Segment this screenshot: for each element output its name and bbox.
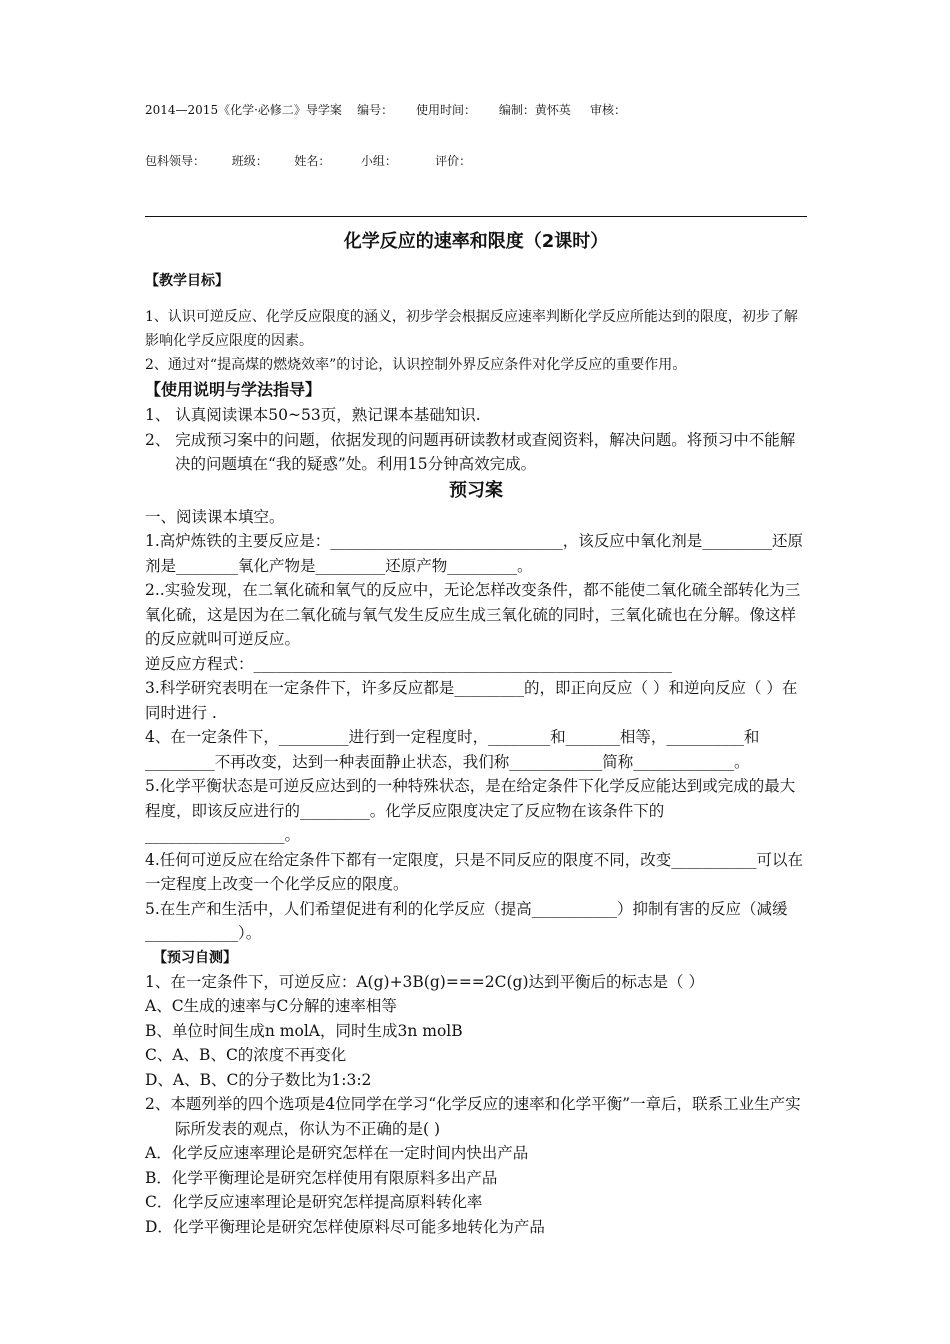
preview-heading: 预习案: [449, 479, 503, 501]
question-1-option: B、单位时间生成n molA，同时生成3n molB: [145, 1021, 463, 1040]
preview-item: 1.高炉炼铁的主要反应是：______________________________，该反应中氧化剂是_________还原剂是________氧化产物是_________还原产物_________。: [145, 532, 804, 575]
preview-item: 2..实验发现，在二氧化硫和氧气的反应中，无论怎样改变条件，都不能使二氧化硫全部转化为三氧化硫，这是因为在二氧化硫与氧气发生反应生成三氧化硫的同时，三氧化硫也在分解。像这样的反应就叫可逆反应。: [145, 581, 801, 648]
goal-item: 1、认识可逆反应、化学反应限度的涵义，初步学会根据反应速率判断化学反应所能达到的限度，初步了解影响化学反应限度的因素。: [145, 309, 798, 349]
preview-item: 逆反应方程式：______________________________________________________: [145, 654, 673, 673]
worksheet-page: [145, 0, 807, 1239]
preview-intro: 一、阅读课本填空。: [145, 507, 285, 526]
preview-item: 5.在生产和生活中，人们希望促进有利的化学反应（提高___________）抑制有害的反应（减缓____________）。: [145, 899, 788, 942]
page-title: 化学反应的速率和限度（2课时）: [343, 231, 609, 252]
header-line-2: 包科领导： 班级： 姓名： 小组： 评价：: [145, 154, 472, 168]
question-2-option: C．化学反应速率理论是研究怎样提高原料转化率: [145, 1193, 483, 1211]
question-1-option: A、C生成的速率与C分解的速率相等: [145, 997, 397, 1015]
preview-item: 4.任何可逆反应在给定条件下都有一定限度，只是不同反应的限度不同，改变___________可以在一定程度上改变一个化学反应的限度。: [145, 850, 804, 893]
question-2-stem: 2、本题列举的四个选项是4位同学在学习“化学反应的速率和化学平衡”一章后，联系工业生产实际所发表的观点，你认为不正确的是( ): [145, 1095, 801, 1138]
header-divider: [145, 216, 807, 217]
selftest-heading: 【预习自测】: [153, 949, 237, 966]
preview-item: 5.化学平衡状态是可逆反应达到的一种特殊状态，是在给定条件下化学反应能达到或完成的最大程度，即该反应进行的_________。化学反应限度决定了反应物在该条件下的__________________。: [145, 777, 796, 844]
question-2-option: D．化学平衡理论是研究怎样使原料尽可能多地转化为产品: [145, 1217, 545, 1236]
preview-item: 4、在一定条件下，_________进行到一定程度时，________和_______相等，__________和_________不再改变，达到一种表面静止状态，我们称____________简称_____________。: [145, 728, 760, 771]
guide-item: 2、 完成预习案中的问题，依据发现的问题再研读教材或查阅资料，解决问题。将预习中不能解决的问题填在“我的疑惑”处。利用15分钟高效完成。: [145, 430, 796, 473]
guide-item: 1、 认真阅读课本50~53页，熟记课本基础知识.: [145, 406, 481, 424]
goals-heading: 【教学目标】: [145, 273, 229, 289]
header-line-1: 2014—2015《化学·必修二》导学案 编号： 使用时间： 编制：黄怀英 审核：: [145, 103, 626, 117]
question-2-option: B．化学平衡理论是研究怎样使用有限原料多出产品: [145, 1168, 498, 1187]
goal-item: 2、通过对“提高煤的燃烧效率”的讨论，认识控制外界反应条件对化学反应的重要作用。: [145, 357, 687, 373]
preview-item: 3.科学研究表明在一定条件下，许多反应都是_________的，即正向反应（ ）和逆向反应（ ）在同时进行 .: [145, 679, 798, 722]
question-2-option: A．化学反应速率理论是研究怎样在一定时间内快出产品: [145, 1144, 529, 1162]
question-1-stem: 1、在一定条件下，可逆反应：A(g)+3B(g)===2C(g)达到平衡后的标志是（ ）: [145, 972, 704, 991]
question-1-option: C、A、B、C的浓度不再变化: [145, 1046, 347, 1064]
question-1-option: D、A、B、C的分子数比为1:3:2: [145, 1070, 372, 1089]
document-header: [145, 68, 807, 204]
guide-heading: 【使用说明与学法指导】: [145, 380, 322, 399]
